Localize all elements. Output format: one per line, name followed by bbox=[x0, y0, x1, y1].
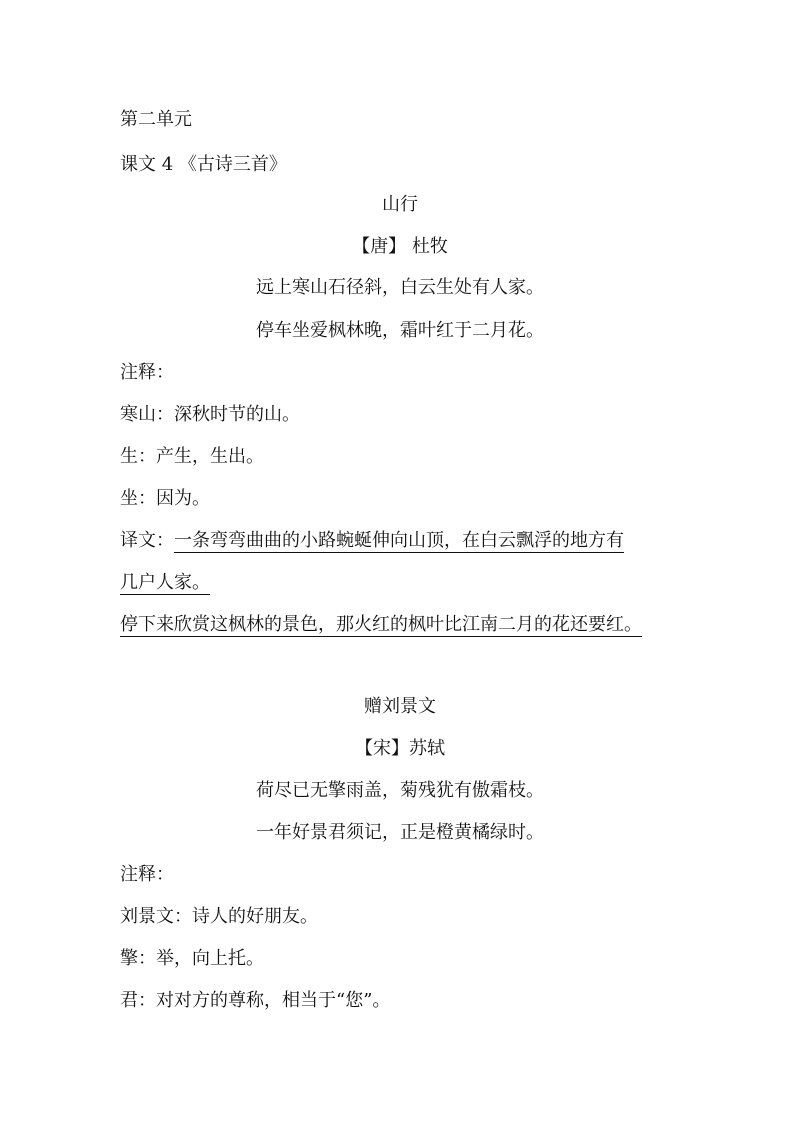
translation-text: 停下来欣赏这枫林的景色，那火红的枫叶比江南二月的花还要红。 bbox=[120, 614, 642, 635]
poem-author: 【唐】 杜牧 bbox=[352, 236, 448, 257]
note-item: 坐：因为。 bbox=[120, 488, 210, 509]
lesson-title: 课文 4 《古诗三首》 bbox=[120, 154, 287, 175]
note-item: 擎：举，向上托。 bbox=[120, 948, 264, 969]
poem-line: 一年好景君须记，正是橙黄橘绿时。 bbox=[256, 822, 544, 843]
translation-line bbox=[120, 527, 624, 555]
poem-line: 远上寒山石径斜，白云生处有人家。 bbox=[256, 277, 544, 298]
translation-line bbox=[120, 569, 210, 597]
notes-label: 注释： bbox=[120, 864, 174, 885]
translation-text: 几户人家。 bbox=[120, 572, 210, 593]
translation-text: 一条弯弯曲曲的小路蜿蜒伸向山顶，在白云飘浮的地方有 bbox=[174, 530, 624, 551]
notes-label: 注释： bbox=[120, 362, 174, 383]
poem-author: 【宋】苏轼 bbox=[355, 738, 445, 759]
note-item: 刘景文：诗人的好朋友。 bbox=[120, 906, 318, 927]
note-item: 寒山：深秋时节的山。 bbox=[120, 404, 300, 425]
translation-line bbox=[120, 611, 642, 639]
poem-title: 山行 bbox=[382, 194, 418, 215]
translation-label: 译文： bbox=[120, 530, 174, 551]
poem-line: 停车坐爱枫林晚，霜叶红于二月花。 bbox=[256, 320, 544, 341]
poem-line: 荷尽已无擎雨盖，菊残犹有傲霜枝。 bbox=[256, 780, 544, 801]
poem-title: 赠刘景文 bbox=[364, 696, 436, 717]
note-item: 君：对对方的尊称，相当于“您”。 bbox=[120, 990, 391, 1011]
unit-title: 第二单元 bbox=[120, 109, 192, 130]
note-item: 生：产生，生出。 bbox=[120, 446, 264, 467]
